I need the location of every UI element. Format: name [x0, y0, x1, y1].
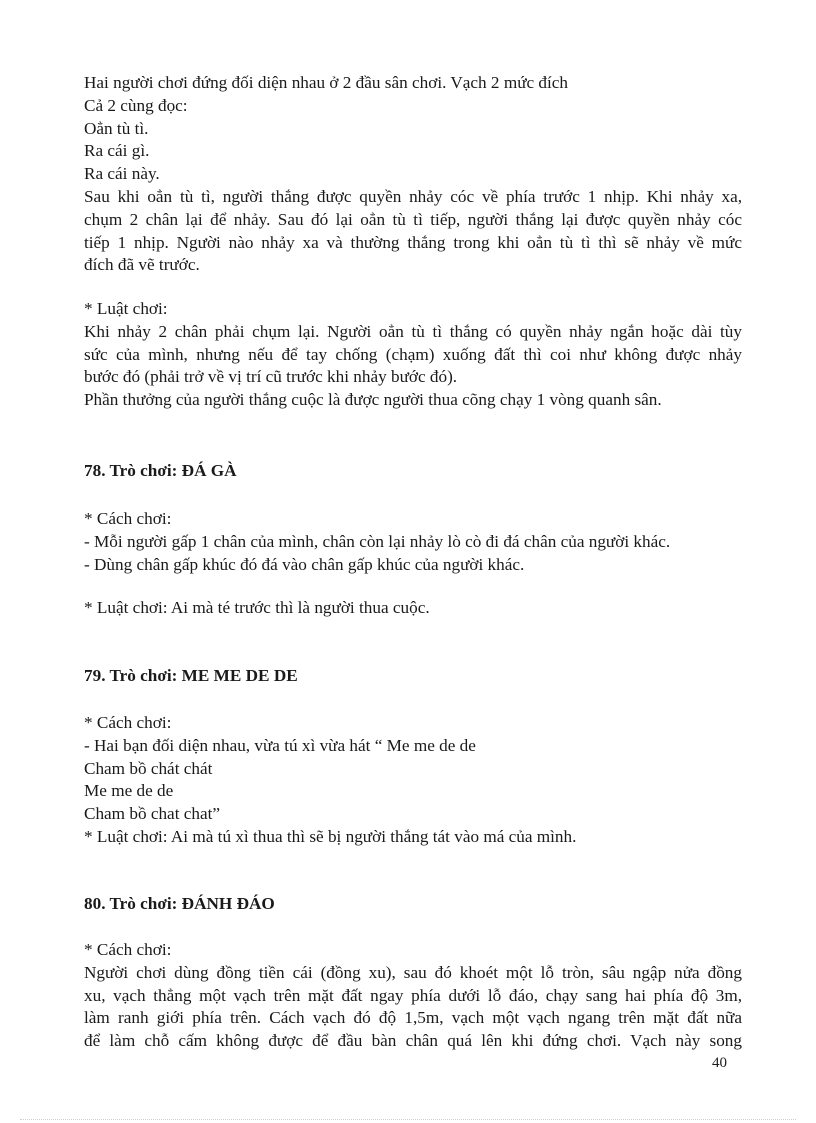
how-heading: * Cách chơi: [84, 509, 172, 528]
page-border [20, 1119, 796, 1120]
text-line: - Mỗi người gấp 1 chân của mình, chân còn lại nhảy lò cò đi đá chân của người khác. [84, 531, 671, 551]
rule-text: * Luật chơi: Ai mà tú xì thua thì sẽ bị người thắng tát vào má của mình. [84, 826, 577, 846]
text-line: tiếp 1 nhịp. Người nào nhảy xa và thường thắng trong khi oẳn tù tì thì sẽ nhảy về mức [84, 232, 742, 252]
text-line: Oẳn tù tì. [84, 118, 149, 138]
how-heading: * Cách chơi: [84, 713, 172, 732]
rule-text: * Luật chơi: Ai mà té trước thì là người thua cuộc. [84, 598, 430, 617]
text-line: Me me de de [84, 781, 174, 801]
text-line: Sau khi oẳn tù tì, người thắng được quyền nhảy cóc về phía trước 1 nhịp. Khi nhảy xa, [84, 186, 742, 206]
game-78-section [84, 460, 742, 483]
text-line: đích đã vẽ trước. [84, 255, 200, 275]
page-number: 40 [712, 1055, 727, 1071]
text-line: Cham bồ chat chat” [84, 804, 221, 824]
section-title: 79. Trò chơi: ME ME DE DE [84, 666, 298, 685]
rule-heading: * Luật chơi: [84, 299, 168, 318]
game-80-section [84, 893, 742, 916]
text-line: - Dùng chân gấp khúc đó đá vào chân gấp khúc của người khác. [84, 554, 525, 574]
text-line: làm ranh giới phía trên. Cách vạch đó độ 1,5m, vạch một vạch ngang trên mặt đất nữa [84, 1008, 742, 1028]
section-title: 78. Trò chơi: ĐÁ GÀ [84, 461, 237, 480]
how-heading: * Cách chơi: [84, 940, 172, 959]
intro-rules [84, 298, 742, 412]
game-79-section [84, 665, 742, 688]
text-line: Hai người chơi đứng đối diện nhau ở 2 đầu sân chơi. Vạch 2 mức đích [84, 73, 569, 92]
text-line: Phần thưởng của người thắng cuộc là được người thua cõng chạy 1 vòng quanh sân. [84, 390, 662, 410]
game-78-rule [84, 597, 742, 620]
text-line: để làm chỗ cấm không được để đầu bàn chân quá lên khi đứng chơi. Vạch này song [84, 1031, 742, 1051]
text-line: xu, vạch thẳng một vạch trên mặt đất ngay phía dưới lỗ đáo, chạy sang hai phía độ 3m, [84, 985, 742, 1005]
text-line: chụm 2 chân lại để nhảy. Sau đó lại oẳn tù tì tiếp, người thắng lại được quyền nhảy cóc [84, 209, 742, 229]
text-line: sức của mình, nhưng nếu để tay chống (chạm) xuống đất thì coi như không được nhảy [84, 344, 742, 364]
text-line: Ra cái này. [84, 164, 160, 184]
text-line: Cham bồ chát chát [84, 758, 213, 778]
intro-section [84, 72, 742, 277]
game-80-how [84, 939, 742, 1053]
section-title: 80. Trò chơi: ĐÁNH ĐÁO [84, 894, 275, 913]
game-78-how [84, 508, 742, 576]
text-line: Người chơi dùng đồng tiền cái (đồng xu), sau đó khoét một lỗ tròn, sâu ngập nửa đồng [84, 962, 742, 982]
text-line: Cả 2 cùng đọc: [84, 95, 188, 115]
text-line: - Hai bạn đối diện nhau, vừa tú xì vừa hát “ Me me de de [84, 735, 476, 755]
text-line: bước đó (phải trở về vị trí cũ trước khi nhảy bước đó). [84, 367, 458, 387]
game-79-how [84, 712, 742, 849]
text-line: Khi nhảy 2 chân phải chụm lại. Người oẳn tù tì thắng có quyền nhảy ngắn hoặc dài tùy [84, 321, 742, 341]
text-line: Ra cái gì. [84, 141, 150, 161]
